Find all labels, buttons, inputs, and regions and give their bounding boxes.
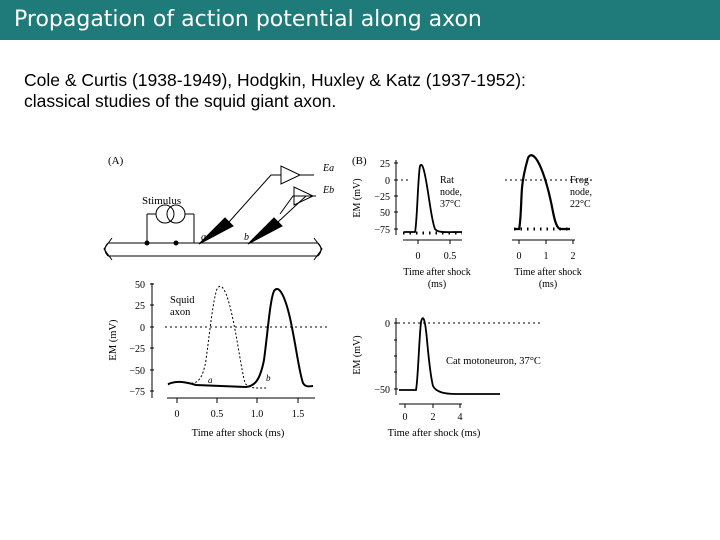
electrode-b — [248, 218, 282, 244]
body-line-2: classical studies of the squid giant axon. — [24, 91, 337, 111]
rat-label-2: node, — [440, 187, 462, 198]
squid-ylabel: EM (mV) — [108, 319, 119, 361]
cat-ylabel: EM (mV) — [352, 335, 363, 375]
frog-xtick-1: 1 — [543, 251, 549, 262]
stimulus-wires — [147, 214, 194, 243]
frog-xtick-0: 0 — [516, 251, 522, 262]
rat-label-3: 37°C — [440, 199, 461, 210]
panel-b-plots — [352, 155, 595, 290]
axon-ends — [105, 243, 321, 256]
panel-b-ytick-m25: −25 — [374, 192, 390, 203]
squid-xtick-15: 1.5 — [291, 409, 305, 420]
cat-label: Cat motoneuron, 37°C — [446, 356, 541, 367]
cat-ytick-0: 0 — [385, 319, 390, 330]
squid-ytick-50: 50 — [135, 280, 145, 291]
rat-xlabel-1: Time after shock — [403, 267, 471, 278]
stimulus-label: Stimulus — [142, 195, 182, 207]
body-line-1: Cole & Curtis (1938-1949), Hodgkin, Huxley & Katz (1937-1952): — [24, 70, 526, 90]
panel-b-ytick-0: 0 — [385, 176, 390, 187]
stimulus-contact-left — [145, 241, 150, 246]
output-b-label: Eb — [323, 185, 335, 196]
panel-b-ytick-50: 50 — [380, 208, 390, 219]
stimulus-coil-left — [156, 205, 174, 223]
squid-xlabel: Time after shock (ms) — [191, 428, 285, 439]
stimulus-coil-right — [167, 205, 185, 223]
electrode-a-wire — [229, 175, 281, 222]
squid-trace-a-label: a — [208, 375, 213, 385]
slide-title: Propagation of action potential along axon — [14, 7, 482, 32]
cat-xtick-4: 4 — [457, 412, 463, 423]
panel-b-ylabel: EM (mV) — [352, 178, 363, 218]
frog-trace — [514, 155, 570, 229]
frog-label-3: 22°C — [570, 199, 591, 210]
rat-xtick-05: 0.5 — [443, 251, 457, 262]
cat-xtick-2: 2 — [430, 412, 436, 423]
axon-outline — [108, 243, 318, 256]
stimulus-contact-right — [174, 241, 179, 246]
rat-label-1: Rat — [440, 175, 454, 186]
panel-b-label: (B) — [352, 155, 367, 167]
axon-clamps — [104, 238, 322, 260]
panel-b-ytick-25: 25 — [380, 159, 390, 170]
squid-plot — [108, 280, 330, 439]
cat-x-ticks — [405, 404, 460, 408]
squid-label-2: axon — [170, 307, 191, 318]
squid-xtick-10: 1.0 — [250, 409, 264, 420]
frog-label-1: Frog — [570, 175, 589, 186]
panel-a-label: (A) — [108, 155, 124, 167]
panel-b-ytick-m75: −75 — [374, 225, 390, 236]
electrode-a-label: a — [201, 232, 206, 243]
cat-xtick-0: 0 — [402, 412, 408, 423]
squid-ytick-m75: −75 — [129, 387, 145, 398]
electrode-b-label: b — [244, 232, 249, 243]
frog-x-ticks — [519, 240, 573, 244]
cat-ytick-m50: −50 — [374, 385, 390, 396]
rat-xlabel-2: (ms) — [427, 279, 447, 290]
amplifier-a — [281, 166, 300, 184]
electrode-b-lead — [280, 196, 306, 214]
squid-ytick-25: 25 — [135, 301, 145, 312]
frog-label-2: node, — [570, 187, 592, 198]
squid-ytick-0: 0 — [140, 323, 145, 334]
frog-xlabel-1: Time after shock — [514, 267, 582, 278]
squid-ytick-m50: −50 — [129, 366, 145, 377]
squid-xtick-05: 0.5 — [210, 409, 224, 420]
frog-xlabel-2: (ms) — [538, 279, 558, 290]
rat-xtick-0: 0 — [415, 251, 421, 262]
squid-ytick-m25: −25 — [129, 344, 145, 355]
squid-label-1: Squid — [170, 295, 195, 306]
output-a-label: Ea — [323, 163, 335, 174]
cat-xlabel: Time after shock (ms) — [387, 428, 481, 439]
rat-x-ticks — [418, 240, 450, 244]
panel-a-apparatus — [104, 166, 322, 260]
squid-xtick-0: 0 — [174, 409, 180, 420]
cat-plot — [352, 318, 541, 439]
frog-xtick-2: 2 — [570, 251, 576, 262]
squid-trace-b-label: b — [266, 373, 271, 383]
squid-x-ticks — [177, 398, 298, 403]
